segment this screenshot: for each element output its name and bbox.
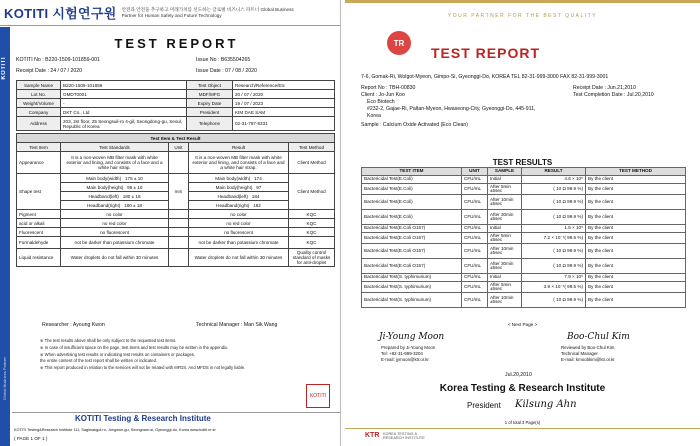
ktr-footer-name: KOREA TESTING & RESEARCH INSTITUTE bbox=[383, 432, 425, 440]
report-no: Report No : TBH-00830 bbox=[361, 85, 416, 91]
report-title: TEST REPORT bbox=[114, 36, 239, 51]
kotiti-slogan: 안전과 안전을 추구하고 미래가치를 선도하는 글로벌 비즈니스 파트너 Global Business Partner for Human Safety and Future Technology bbox=[121, 6, 294, 18]
client: Client : Jo-Jun Koo bbox=[361, 92, 405, 98]
note-3: ※ When advertising test results or indicating test results on containers or packages, bbox=[40, 352, 196, 357]
report-date: Jul.20,2010 bbox=[505, 372, 532, 378]
kotiti-side-text: KOTITI bbox=[1, 57, 7, 80]
reviewed-by: Reviewed by Boo-Chul Kim bbox=[561, 345, 615, 350]
kotiti-header bbox=[0, 0, 341, 26]
signature-moon: Ji-Young Moon bbox=[379, 332, 445, 342]
note-2: ※ In case of insufficient space on the page, test items and test results may be written in the appendix. bbox=[40, 345, 229, 350]
reviewer-title: Technical Manager bbox=[561, 351, 598, 356]
kotiti-logo: KOTITI 시험연구원 bbox=[4, 6, 117, 21]
header-row: TEST ITEM UNIT SAMPLE RESULT TEST METHOD bbox=[362, 168, 686, 176]
results-title: TEST RESULTS bbox=[492, 158, 553, 167]
table-row: Bactericidal Test(S. typhimurium) CFU/mL Initial 7.9 × 10⁵ By the client bbox=[362, 274, 686, 282]
kotiti-report-page bbox=[0, 0, 341, 446]
client-address-2: Korea bbox=[367, 113, 381, 119]
sample-info-table bbox=[16, 80, 335, 131]
lab-address: 7-6, Gomak-Ri, Wolgot-Myeon, Gimpo-Si, Gyeonggi-Do, KOREA TEL 82-31-999-3000 FAX 82-31-999-3001 bbox=[361, 74, 609, 80]
institute-name: Korea Testing & Research Institute bbox=[439, 383, 606, 394]
table-row: acid or alkali no red color no red color KQC bbox=[17, 219, 335, 228]
table-row: Main body(height) 95 ± 10 Main body(height) 97 bbox=[17, 183, 335, 192]
report-title: TEST REPORT bbox=[431, 45, 541, 61]
sample: Sample : Calcium Oxide Activated (Eco Clean) bbox=[361, 122, 468, 128]
table-row: Sample Name B220-1509-101859 Test Object Research/Reference/Etc bbox=[17, 81, 335, 90]
test-results-table bbox=[361, 167, 686, 308]
table-row: Bactericidal Test(E.Coli) CFU/mL After 30min ±5sec ( 10 Ω 99.9 %) By the client bbox=[362, 210, 686, 225]
section-title-row: Test Item & Test Result bbox=[17, 134, 335, 143]
client-address-1: #232-2, Gajae-Ri, Paltan-Myeon, Hwaseong-City, Gyeonggi-Do, 445-911, bbox=[367, 106, 536, 112]
president-signature: Kilsung Ahn bbox=[515, 399, 577, 410]
note-4: the entire content of the test report shall be written or indicated. bbox=[40, 358, 158, 363]
table-row: Bactericidal Test(S. typhimurium) CFU/mL After 10min ±5sec ( 10 Ω 99.9 %) By the client bbox=[362, 293, 686, 308]
table-row: Bactericidal Test(E.Coli) CFU/mL After 5min ±5sec ( 10 Ω 99.9 %) By the client bbox=[362, 184, 686, 195]
table-row: Bactericidal Test(S. typhimurium) CFU/mL After 5min ±5sec 3.9 × 10⁻¹( 99.5 %) By the client bbox=[362, 282, 686, 293]
table-row: Lot No. OMDT0001 MDF/MFG 20 / 07 / 2020 bbox=[17, 90, 335, 99]
company-seal: KOTITI bbox=[306, 384, 330, 408]
page-number: 1 of total 3 Page(s) bbox=[504, 420, 541, 425]
table-row: Address 203, 2st floor, 25 Seongsuil-ro 4-gil, Seongdong-gu, Seoul, Republic of Korea Telephone 02-31-787-8331 bbox=[17, 117, 335, 131]
footer-address: KOTITI Testing&Research Institute 111, Sagimakgol-ro, Jungwon-gu, Seongnam-si, Gyeonggi-do, Korea www.kotiti.re.kr bbox=[14, 428, 216, 432]
prepared-email: E-mail: jymoon@ktr.or.kr bbox=[381, 357, 429, 362]
table-row: Pigment no color no color KQC bbox=[17, 210, 335, 219]
table-row: Bactericidal Test(E.Coli O157) CFU/mL After 5min ±5sec 7.2 × 10⁻¹( 99.5 %) By the client bbox=[362, 233, 686, 244]
ktr-footer-logo: KTR bbox=[365, 432, 380, 439]
issue-no: Issue No : B635504265 bbox=[196, 57, 251, 63]
header-row: Test Item Test Standards Unit Result Test Method bbox=[17, 143, 335, 152]
receipt-date: Receipt Date : Jun.21,2010 bbox=[573, 85, 636, 91]
ktr-report-page bbox=[345, 0, 700, 446]
table-row: Weight/Volume - Expiry Date 19 / 07 / 2023 bbox=[17, 99, 335, 108]
issue-date: Issue Date : 07 / 08 / 2020 bbox=[196, 68, 257, 74]
table-row: Appearance It is a non-woven MB filter mask with white exterior and lining, and consists of a face and a white hair strap. It is a non-woven MB filter mask with white exterior and lining, and consists of a face and a white hair strap. Client Method bbox=[17, 152, 335, 174]
researcher: Researcher : Ayoung Kwon bbox=[42, 322, 105, 328]
partner-slogan: YOUR PARTNER FOR THE BEST QUALITY bbox=[447, 13, 598, 19]
table-row: Bactericidal Test(E.Coli O157) CFU/mL After 10min ±5sec ( 10 Ω 99.9 %) By the client bbox=[362, 244, 686, 259]
completion-date: Test Completion Date : Jul.20,2010 bbox=[573, 92, 654, 98]
receipt-date: Receipt Date : 24 / 07 / 2020 bbox=[16, 68, 83, 74]
next-page: < Next Page > bbox=[507, 322, 538, 327]
table-row: Bactericidal Test(E.Coli O157) CFU/mL Initial 1.5 × 10⁵ By the client bbox=[362, 225, 686, 233]
kotiti-side-band bbox=[0, 27, 10, 446]
table-row: Formaldehyde not be darker than potassium chromate not be darker than potassium chromate KQC bbox=[17, 237, 335, 249]
table-row: Headband(left) 180 ± 18 Headband(left) 184 bbox=[17, 192, 335, 201]
table-row: Shape test Main body(width) 175 ± 10 mm Main body(width) 174 Client Method bbox=[17, 174, 335, 183]
client-company: Eco Biotech bbox=[367, 99, 395, 105]
table-row: Headband(right) 180 ± 18 Headband(right) 182 bbox=[17, 201, 335, 210]
gold-top-line bbox=[345, 0, 700, 3]
president-label: President bbox=[467, 401, 501, 410]
reviewer-email: E-mail: kmoobkim@ktr.or.kr bbox=[561, 357, 615, 362]
prepared-tel: Tel: +82-31-999-3204 bbox=[381, 351, 423, 356]
technical-manager: Technical Manager : Man Sik Wang bbox=[196, 322, 278, 328]
table-row: Bactericidal Test(E.Coli) CFU/mL After 10min ±5sec ( 10 Ω 99.9 %) By the client bbox=[362, 195, 686, 210]
kotiti-side-text-2: Global Business Partner bbox=[2, 357, 7, 401]
footer-institute: KOTITI Testing & Research Institute bbox=[75, 414, 211, 423]
test-result-table bbox=[16, 133, 335, 267]
table-row: Liquid resistance Water droplets do not fall within 30 minutes Water droplets do not fall within 30 minutes Quality control standard of masks for anti-droplet bbox=[17, 249, 335, 267]
note-1: ※ The test results above shall be only subject to the requested test items. bbox=[40, 338, 177, 343]
kotiti-no: KOTITI No : B220-1509-101859-001 bbox=[16, 57, 100, 63]
page-number: ( PAGE 1 OF 1 ) bbox=[14, 436, 48, 441]
table-row: Bactericidal Test(E.Coli) CFU/mL Initial 4.6 × 10⁵ By the client bbox=[362, 176, 686, 184]
note-5: ※ This report produced in relation to the services will not be related with MFDS. And MFDS in not legally liable. bbox=[40, 365, 246, 370]
table-row: Fluorescent no fluorescent no fluorescent KQC bbox=[17, 228, 335, 237]
ktr-logo-icon: TR bbox=[387, 31, 411, 55]
table-row: Bactericidal Test(E.Coli O157) CFU/mL After 30min ±5sec ( 10 Ω 99.9 %) By the client bbox=[362, 259, 686, 274]
prepared-by: Prepared by Ji-Young Moon bbox=[381, 345, 436, 350]
signature-kim: Boo-Chul Kim bbox=[567, 332, 630, 342]
table-row: Company DKT Co., Ltd President KIM DAE SAM bbox=[17, 108, 335, 117]
